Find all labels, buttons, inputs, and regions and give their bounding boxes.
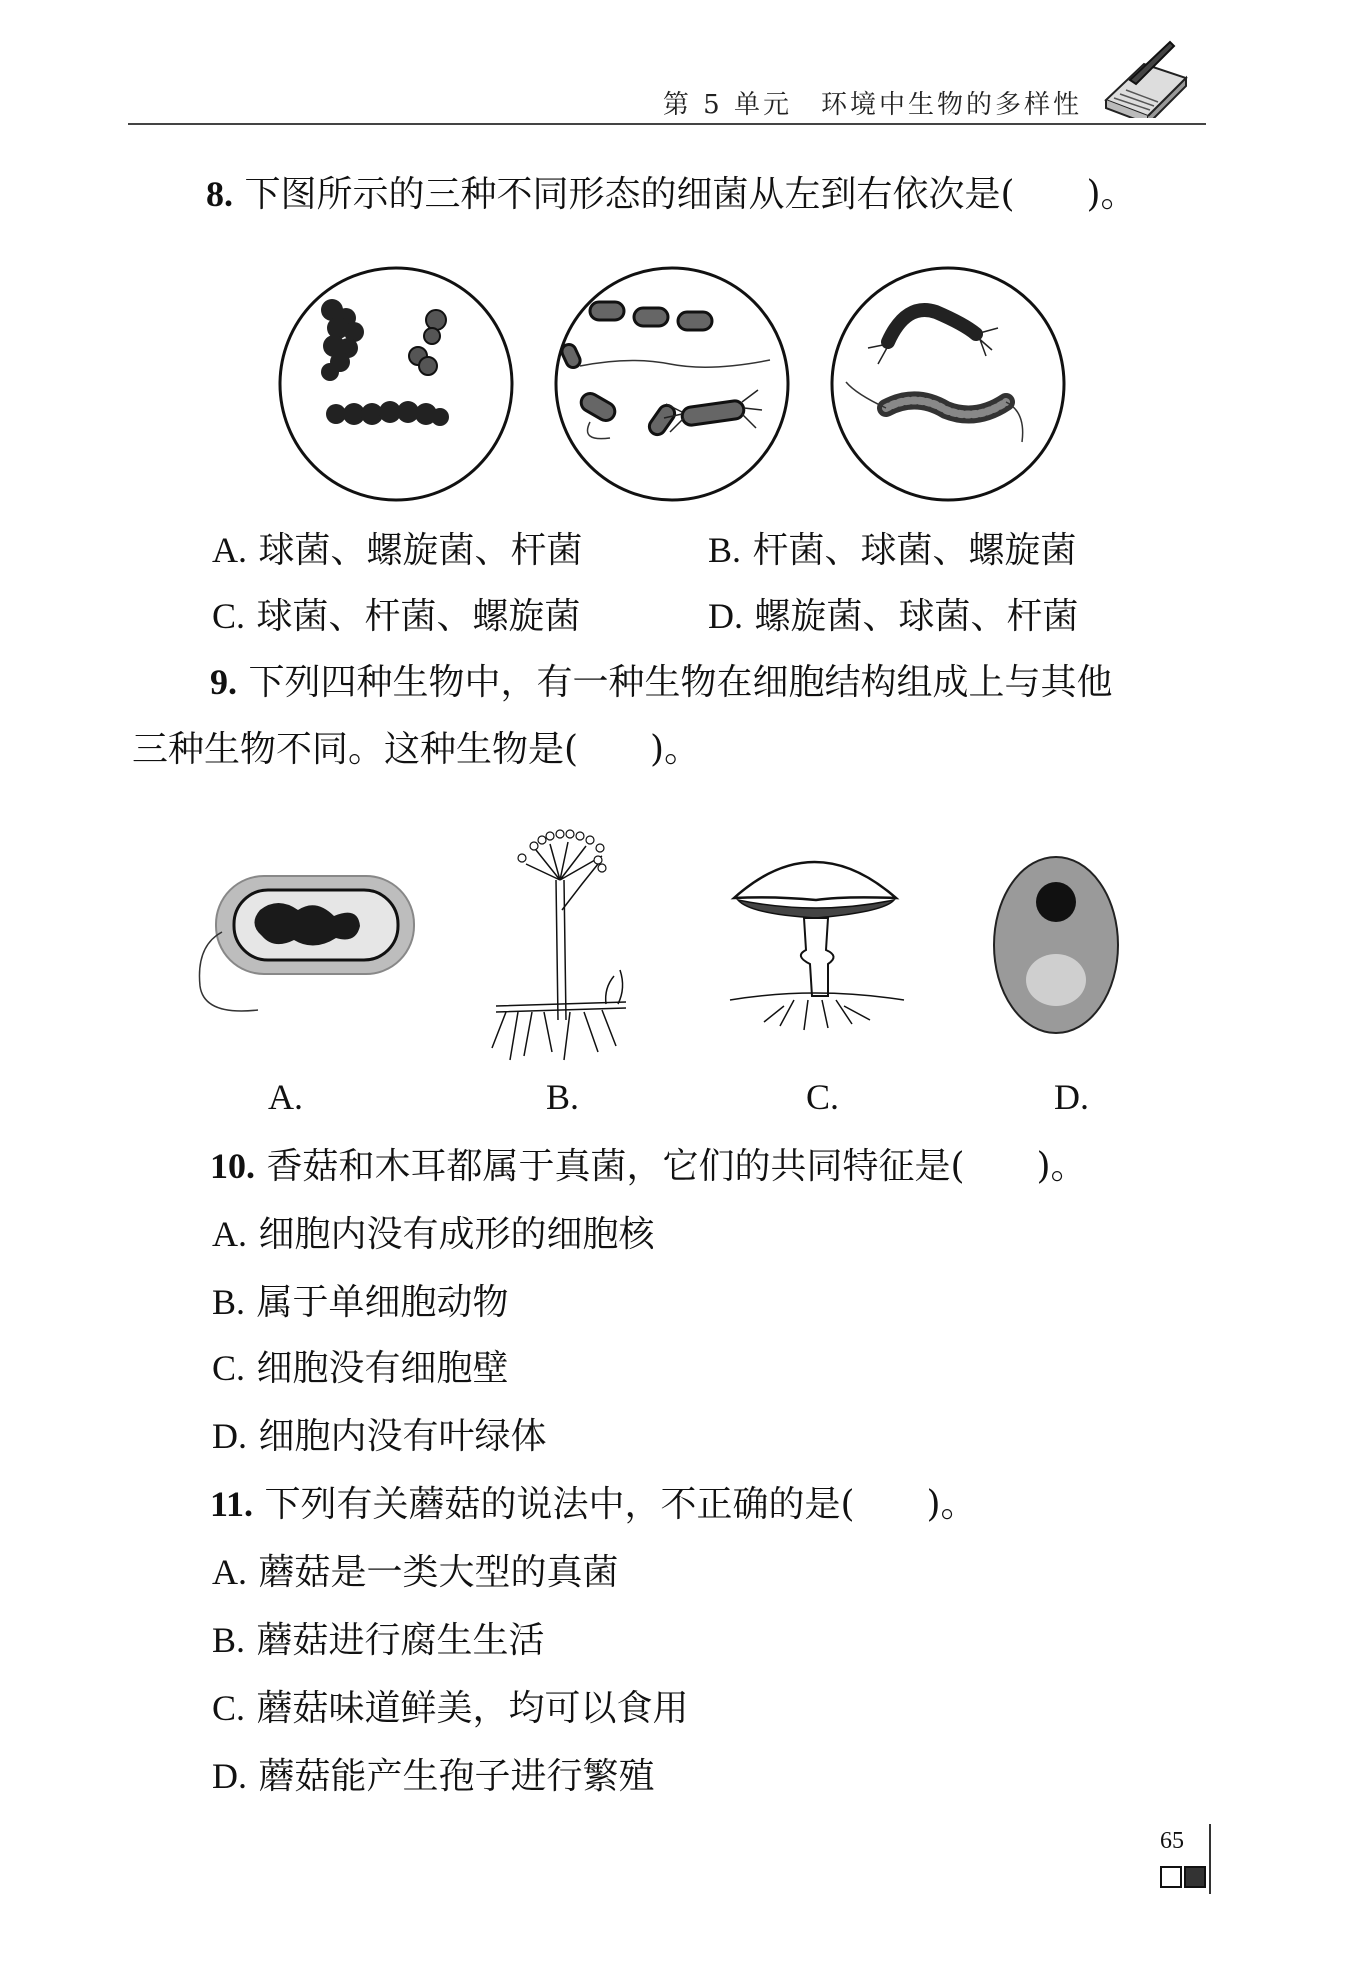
q10-text: 香菇和木耳都属于真菌，它们的共同特征是( )。 [266, 1146, 1087, 1187]
q11-stem [210, 1482, 977, 1527]
q10-option-d-letter: D. [212, 1416, 247, 1456]
q11-option-d-text: 蘑菇能产生孢子进行繁殖 [258, 1756, 655, 1797]
q9-label-a: A. [268, 1077, 303, 1117]
mold-illustration [486, 820, 636, 1072]
q11-option-b-letter: B. [212, 1620, 246, 1660]
page-number: 65 [1160, 1828, 1184, 1854]
q10-stem [210, 1144, 1087, 1189]
q9-label-d: D. [1054, 1077, 1089, 1117]
q11-option-a [212, 1550, 618, 1595]
q8-text: 下图所示的三种不同形态的细菌从左到右依次是( )。 [244, 174, 1137, 215]
q11-number: 11. [210, 1484, 254, 1524]
q8-option-b-text: 杆菌、球菌、螺旋菌 [752, 530, 1077, 571]
bacterium-cell-illustration [188, 866, 420, 1026]
book-icon [1100, 38, 1190, 118]
q8-option-a-letter: A. [212, 530, 247, 570]
q10-option-d-text: 细胞内没有叶绿体 [258, 1416, 547, 1457]
q11-option-b-text: 蘑菇进行腐生生活 [256, 1620, 545, 1661]
q10-option-a [212, 1212, 654, 1257]
q11-option-a-letter: A. [212, 1552, 247, 1592]
q8-option-c [212, 594, 580, 639]
q8-option-c-text: 球菌、杆菌、螺旋菌 [256, 596, 581, 637]
cocci-illustration [274, 262, 518, 506]
q11-option-b [212, 1618, 544, 1663]
q10-option-c-text: 细胞没有细胞壁 [256, 1348, 509, 1389]
q10-option-b [212, 1280, 508, 1325]
header-rule [128, 123, 1206, 125]
q8-option-c-letter: C. [212, 596, 246, 636]
q9-text-line2: 三种生物不同。这种生物是( )。 [132, 729, 701, 770]
q9-label-c: C. [806, 1077, 840, 1117]
q8-number: 8. [206, 174, 233, 214]
mushroom-illustration [724, 836, 914, 1032]
q8-option-a-text: 球菌、螺旋菌、杆菌 [258, 530, 583, 571]
q11-option-c-text: 蘑菇味道鲜美，均可以食用 [256, 1688, 689, 1729]
q10-option-b-text: 属于单细胞动物 [256, 1282, 509, 1323]
q9-number: 9. [210, 662, 237, 702]
q10-option-d [212, 1414, 546, 1459]
q10-option-a-text: 细胞内没有成形的细胞核 [258, 1214, 655, 1255]
q9-label-b: B. [546, 1077, 580, 1117]
q11-option-d-letter: D. [212, 1756, 247, 1796]
yeast-cell-illustration [990, 852, 1122, 1038]
q8-option-b-letter: B. [708, 530, 742, 570]
q8-stem [206, 172, 1137, 217]
q10-option-a-letter: A. [212, 1214, 247, 1254]
q8-option-d-text: 螺旋菌、球菌、杆菌 [754, 596, 1079, 637]
bacilli-illustration [550, 262, 794, 506]
q10-number: 10. [210, 1146, 255, 1186]
q10-option-c [212, 1346, 508, 1391]
q11-option-d [212, 1754, 654, 1799]
q8-option-a [212, 528, 582, 573]
q10-option-c-letter: C. [212, 1348, 246, 1388]
q8-option-d [708, 594, 1078, 639]
q11-option-c-letter: C. [212, 1688, 246, 1728]
q11-option-a-text: 蘑菇是一类大型的真菌 [258, 1552, 619, 1593]
q9-stem-line1 [210, 660, 1112, 705]
q10-option-b-letter: B. [212, 1282, 246, 1322]
q11-option-c [212, 1686, 688, 1731]
q9-text-line1: 下列四种生物中，有一种生物在细胞结构组成上与其他 [248, 662, 1113, 703]
q11-text: 下列有关蘑菇的说法中，不正确的是( )。 [264, 1484, 977, 1525]
header-title: 第 5 单元 环境中生物的多样性 [662, 90, 1082, 120]
q8-option-b [708, 528, 1076, 573]
q8-option-d-letter: D. [708, 596, 743, 636]
spirilla-illustration [826, 262, 1070, 506]
page-number-divider [1209, 1824, 1211, 1894]
page-squares-icon [1160, 1866, 1206, 1888]
